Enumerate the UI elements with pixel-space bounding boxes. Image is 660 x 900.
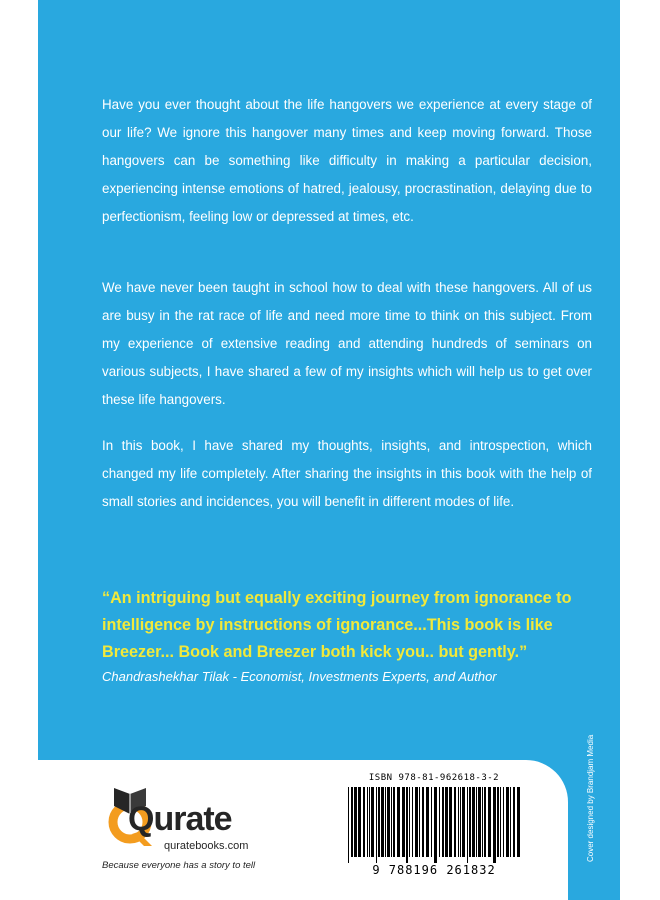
- barcode-number: 9 788196 261832: [372, 863, 496, 877]
- isbn-label: ISBN 978-81-962618-3-2: [368, 773, 500, 783]
- barcode-bar: [434, 787, 437, 863]
- barcode-bar: [482, 787, 483, 857]
- barcode-bar: [472, 787, 475, 857]
- barcode-bar: [431, 787, 432, 857]
- isbn-barcode: [336, 773, 532, 888]
- publisher-logo-text: Qurate: [128, 800, 232, 838]
- barcode-bar: [458, 787, 459, 857]
- barcode-bar: [385, 787, 386, 857]
- barcode-bar: [409, 787, 410, 857]
- barcode-bar: [442, 787, 444, 857]
- barcode-bar: [381, 787, 384, 857]
- barcode-bar: [402, 787, 405, 857]
- barcode-bar: [513, 787, 515, 857]
- barcode-bar: [391, 787, 392, 857]
- barcode-bar: [462, 787, 465, 857]
- barcode-bar: [454, 787, 456, 857]
- barcode-bar: [422, 787, 424, 857]
- barcode-bar: [371, 787, 374, 857]
- barcode-bar: [500, 787, 501, 857]
- barcode-bar: [476, 787, 477, 857]
- endorsement-attribution: Chandrashekhar Tilak - Economist, Investments Experts, and Author: [102, 669, 497, 684]
- barcode-bar: [369, 787, 370, 857]
- barcode-bar: [393, 787, 395, 857]
- barcode-bar: [406, 787, 408, 863]
- barcode-bar: [412, 787, 413, 857]
- barcode-bar: [478, 787, 481, 857]
- barcode-bar: [367, 787, 368, 857]
- barcode-bar: [351, 787, 353, 857]
- barcode-bar: [376, 787, 377, 863]
- barcode-bar: [469, 787, 471, 857]
- barcode-bar: [493, 787, 496, 863]
- barcode-bar: [484, 787, 486, 857]
- barcode-bar: [488, 787, 491, 857]
- barcode-bars: [346, 787, 522, 863]
- barcode-bar: [363, 787, 365, 857]
- barcode-bar: [439, 787, 440, 857]
- publisher-url: quratebooks.com: [164, 840, 249, 852]
- barcode-bar: [415, 787, 418, 857]
- endorsement-quote: “An intriguing but equally exciting journey from ignorance to intelligence by instructions of ignorance...This book is like Breezer... Book and Breezer both kick you.. but gently.”: [102, 589, 572, 661]
- barcode-bar: [517, 787, 520, 857]
- blurb-paragraph-2: We have never been taught in school how to deal with these hangovers. All of us are busy in the rat race of life and need more time to think on this subject. From my experience of extensive reading and attending hundreds of seminars on various subjects, I have shared a few of my insights which will help us to get over these life hangovers.: [102, 280, 592, 407]
- back-cover: [38, 0, 620, 900]
- barcode-bar: [510, 787, 511, 857]
- barcode-bar: [497, 787, 499, 857]
- blurb-paragraph-1: Have you ever thought about the life hangovers we experience at every stage of our life? We ignore this hangover many times and keep moving forward. Those hangovers can be something like difficulty in making a particular decision, experiencing intense emotions of hatred, jealousy, procrastination, delaying due to perfectionism, feeling low or depressed at times, etc.: [102, 97, 592, 224]
- barcode-bar: [449, 787, 452, 857]
- publisher-tagline: Because everyone has a story to tell: [102, 860, 256, 871]
- barcode-bar: [348, 787, 349, 863]
- barcode-bar: [378, 787, 380, 857]
- barcode-bar: [419, 787, 420, 857]
- barcode-bar: [397, 787, 400, 857]
- footer-panel: [38, 760, 568, 900]
- barcode-bar: [358, 787, 361, 857]
- barcode-bar: [387, 787, 390, 857]
- barcode-bar: [445, 787, 448, 857]
- barcode-bar: [460, 787, 461, 857]
- publisher-logo: [100, 780, 320, 890]
- barcode-bar: [506, 787, 509, 857]
- blurb-paragraph-3: In this book, I have shared my thoughts, insights, and introspection, which changed my life completely. After sharing the insights in this book with the help of small stories and incidences, you will benefit in different modes of life.: [102, 438, 592, 509]
- barcode-bar: [467, 787, 468, 863]
- barcode-bar: [426, 787, 429, 857]
- barcode-bar: [503, 787, 504, 857]
- barcode-bar: [354, 787, 357, 857]
- cover-design-credit: Cover designed by Brandjam Media: [586, 734, 595, 862]
